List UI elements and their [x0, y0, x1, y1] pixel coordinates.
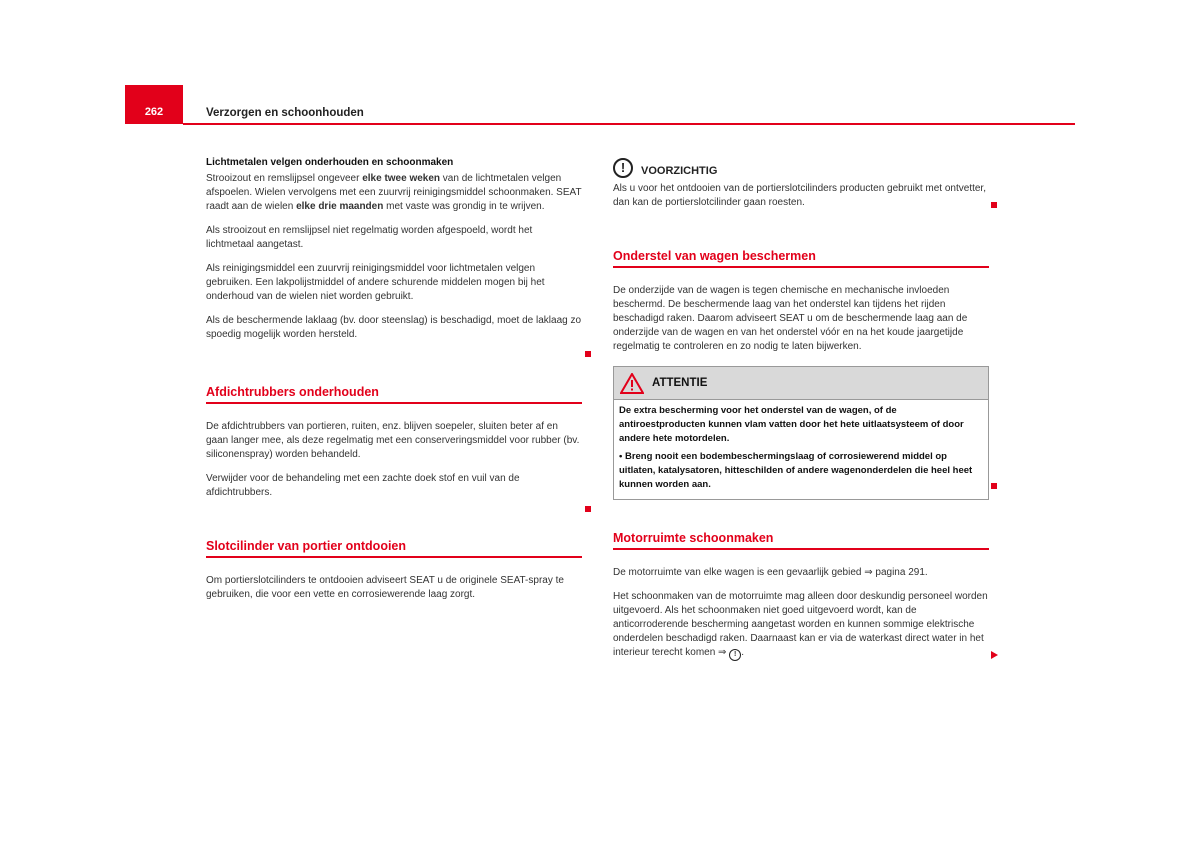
header-rule: [183, 123, 1075, 125]
caution-circle-icon: !: [613, 158, 633, 178]
paragraph-slotcilinder-1: Om portierslotcilinders te ontdooien adviseert SEAT u de originele SEAT-spray te gebruiken, die voor een vette en corrosiewerende laag zorgt.: [206, 575, 564, 600]
end-of-section-square-icon: [991, 483, 997, 489]
continue-arrow-icon: [991, 651, 998, 659]
emphasis-text: elke twee weken: [362, 173, 441, 184]
text-run: .: [741, 647, 744, 658]
paragraph-velgen-1: [206, 172, 582, 214]
page-number: 262: [125, 85, 183, 124]
section-heading-motorruimte: Motorruimte schoonmaken: [613, 530, 989, 550]
text-run: Het schoonmaken van de motorruimte mag alleen door deskundig personeel worden uitgevoerd. Als het schoonmaken niet goed uitgevoerd wordt, kan de anticorroderende bescherming aangetast worden en kunnen sommige elektrische onderdelen beschadigd raken. Daarnaast kan er via de waterkast direct water in het interieur terecht komen ⇒: [613, 591, 988, 658]
warning-text-2: • Breng nooit een bodembeschermingslaag of corrosiewerend middel op uitlaten, katalysatoren, hitteschilden of andere wagenonderdelen die heel heet kunnen worden aan.: [619, 451, 973, 490]
left-column: [206, 156, 582, 612]
caution-header: [613, 158, 989, 178]
section-heading-afdichtrubbers: Afdichtrubbers onderhouden: [206, 384, 582, 404]
paragraph-velgen-2: Als strooizout en remslijpsel niet regelmatig worden afgespoeld, wordt het lichtmetaal aangetast.: [206, 225, 533, 250]
caution-circle-icon: !: [729, 649, 741, 661]
text-run: Strooizout en remslijpsel ongeveer: [206, 173, 363, 184]
paragraph-afdichtrubbers-2: Verwijder voor de behandeling met een zachte doek stof en vuil van de afdichtrubbers.: [206, 473, 520, 498]
warning-body: [614, 400, 988, 499]
paragraph-afdichtrubbers-1: De afdichtrubbers van portieren, ruiten, enz. blijven soepeler, sluiten beter af en gaan langer mee, als deze regelmatig met een conserveringsmiddel voor rubber (bv. siliconenspray) worden behandeld.: [206, 421, 580, 460]
paragraph-onderstel-1: De onderzijde van de wagen is tegen chemische en mechanische invloeden beschermd. De beschermende laag van het onderstel kan tijdens het rijden beschadigd raken. Daarom adviseert SEAT u om de beschermende laag aan de onderzijde van de wagen en van het onderstel vóór en na het koude jaargetijde regelmatig te controleren en zo nodig te laten bijwerken.: [613, 285, 968, 352]
end-of-section-square-icon: [585, 351, 591, 357]
caution-label: VOORZICHTIG: [641, 165, 718, 177]
paragraph-motorruimte-1: De motorruimte van elke wagen is een gevaarlijk gebied ⇒ pagina 291.: [613, 567, 928, 578]
text-run: van de lichtmetalen velgen afspoelen. Wielen vervolgens met een zuurvrij reinigingsmiddel schoonmaken. SEAT raadt aan de wielen: [206, 173, 582, 212]
emphasis-text: elke drie maanden: [296, 201, 384, 212]
paragraph-velgen-4: Als de beschermende laklaag (bv. door steenslag) is beschadigd, moet de laklaag zo spoedig mogelijk worden hersteld.: [206, 315, 582, 340]
paragraph-velgen-3: Als reinigingsmiddel een zuurvrij reinigingsmiddel voor lichtmetalen velgen gebruiken. Een lakpolijstmiddel of andere schurende middelen mogen bij het onderhoud van de wielen niet worden gebruikt.: [206, 263, 545, 302]
warning-text-1: De extra bescherming voor het onderstel van de wagen, of de antiroestproducten kunnen vlam vatten door het hete uitlaatsysteem of door andere hete motordelen.: [619, 405, 964, 444]
caution-text: Als u voor het ontdooien van de portierslotcilinders producten gebruikt met ontvetter, dan kan de portierslotcilinder gaan roesten.: [613, 183, 986, 208]
warning-box: [613, 366, 989, 500]
warning-label: ATTENTIE: [652, 377, 708, 389]
text-run: met vaste was grondig in te wrijven.: [383, 201, 545, 212]
warning-header: [614, 367, 988, 400]
warning-triangle-icon: [620, 373, 644, 394]
section-heading-onderstel: Onderstel van wagen beschermen: [613, 248, 989, 268]
section-heading-slotcilinder: Slotcilinder van portier ontdooien: [206, 538, 582, 558]
chapter-title: Verzorgen en schoonhouden: [206, 107, 364, 119]
subsection-heading-velgen: Lichtmetalen velgen onderhouden en schoonmaken: [206, 157, 454, 168]
end-of-section-square-icon: [991, 202, 997, 208]
paragraph-motorruimte-2: [613, 590, 989, 661]
right-column: [613, 158, 989, 671]
end-of-section-square-icon: [585, 506, 591, 512]
